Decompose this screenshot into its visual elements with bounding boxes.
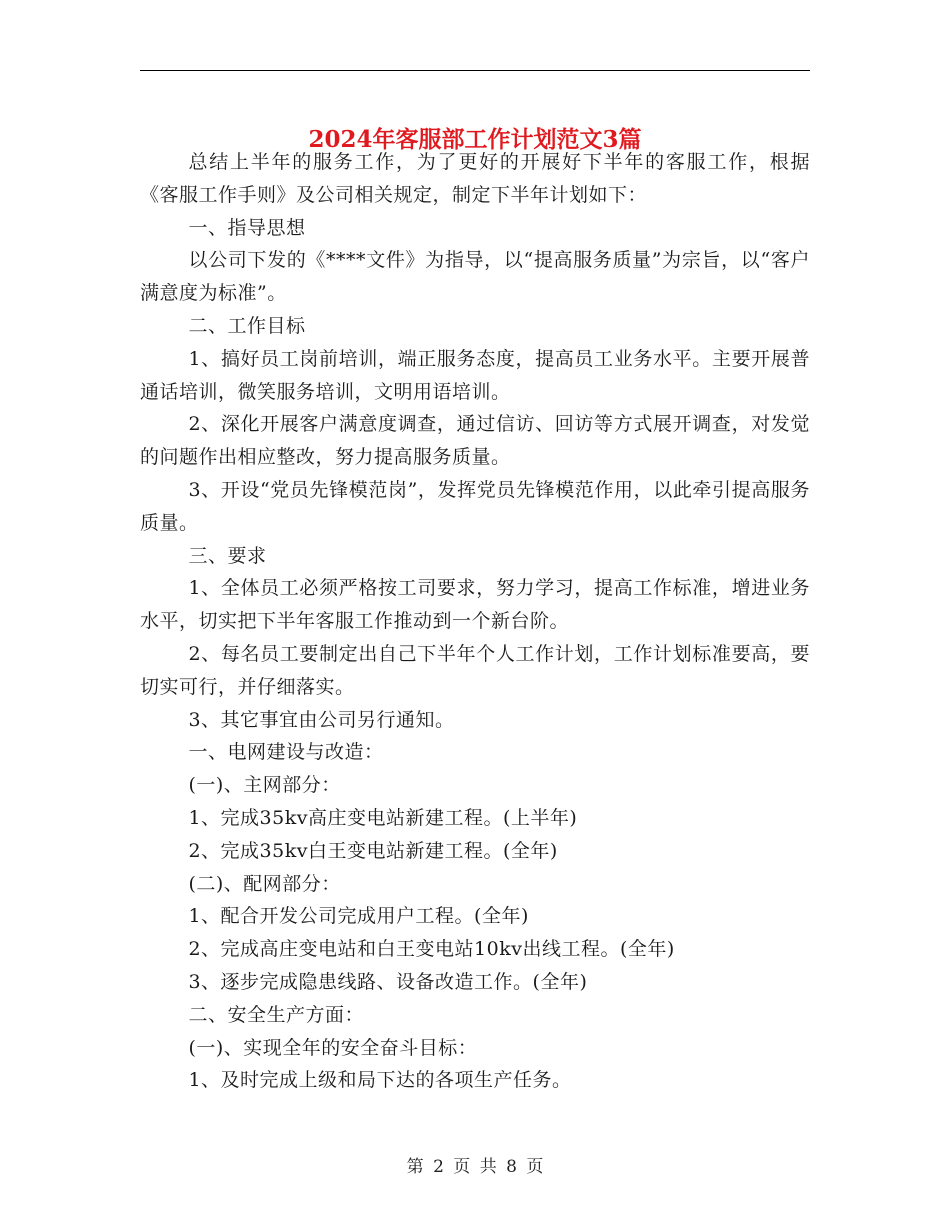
subheading-safety-goal: (一)、实现全年的安全奋斗目标： (188, 1036, 478, 1059)
paragraph-requirement-2: 2、每名员工要制定出自己下半年个人工作计划，工作计划标准要高，要切实可行，并仔细落实。 (140, 642, 810, 698)
paragraph-main-grid-2: 2、完成35kv白王变电站新建工程。(全年) (188, 839, 558, 862)
subheading-main-grid: (一)、主网部分： (188, 774, 341, 797)
footer-total-label: 共 (479, 1157, 497, 1177)
heading-guiding-ideology: 一、指导思想 (188, 216, 306, 239)
footer-current-page: 2 (433, 1157, 444, 1177)
paragraph-requirement-3: 3、其它事宜由公司另行通知。 (188, 708, 455, 731)
paragraph-main-grid-1: 1、完成35kv高庄变电站新建工程。(上半年) (188, 806, 578, 829)
heading-safety-production: 二、安全生产方面： (188, 1003, 364, 1026)
header-rule (140, 70, 810, 71)
paragraph-goal-1: 1、搞好员工岗前培训，端正服务态度，提高员工业务水平。主要开展普通话培训，微笑服务培训，文明用语培训。 (140, 347, 810, 403)
paragraph-guiding-ideology: 以公司下发的《****文件》为指导，以“提高服务质量”为宗旨，以“客户满意度为标准”。 (140, 249, 810, 305)
footer-page-label: 页 (453, 1157, 471, 1177)
subheading-distribution-grid: (二)、配网部分： (188, 872, 341, 895)
heading-work-goals: 二、工作目标 (188, 314, 306, 337)
paragraph-distribution-1: 1、配合开发公司完成用户工程。(全年) (188, 905, 529, 928)
paragraph-goal-3: 3、开设“党员先锋模范岗”，发挥党员先锋模范作用，以此牵引提高服务质量。 (140, 478, 810, 534)
paragraph-safety-1: 1、及时完成上级和局下达的各项生产任务。 (188, 1069, 572, 1092)
paragraph-goal-2: 2、深化开展客户满意度调查，通过信访、回访等方式展开调查，对发觉的问题作出相应整改，努力提高服务质量。 (140, 413, 810, 469)
document-title: 2024年客服部工作计划范文3篇 (308, 126, 642, 154)
document-body (140, 146, 810, 1097)
heading-requirements: 三、要求 (188, 544, 267, 567)
footer-prefix: 第 (406, 1157, 424, 1177)
page-footer (0, 1152, 950, 1177)
footer-suffix: 页 (526, 1157, 544, 1177)
footer-total-pages: 8 (506, 1157, 517, 1177)
paragraph-requirement-1: 1、全体员工必须严格按工司要求，努力学习，提高工作标准，增进业务水平，切实把下半年客服工作推动到一个新台阶。 (140, 577, 810, 633)
paragraph-intro: 总结上半年的服务工作，为了更好的开展好下半年的客服工作，根据《客服工作手则》及公司相关规定，制定下半年计划如下： (140, 151, 810, 206)
paragraph-distribution-3: 3、逐步完成隐患线路、设备改造工作。(全年) (188, 970, 588, 993)
paragraph-distribution-2: 2、完成高庄变电站和白王变电站10kv出线工程。(全年) (188, 938, 675, 961)
heading-grid-construction: 一、电网建设与改造： (188, 741, 384, 764)
